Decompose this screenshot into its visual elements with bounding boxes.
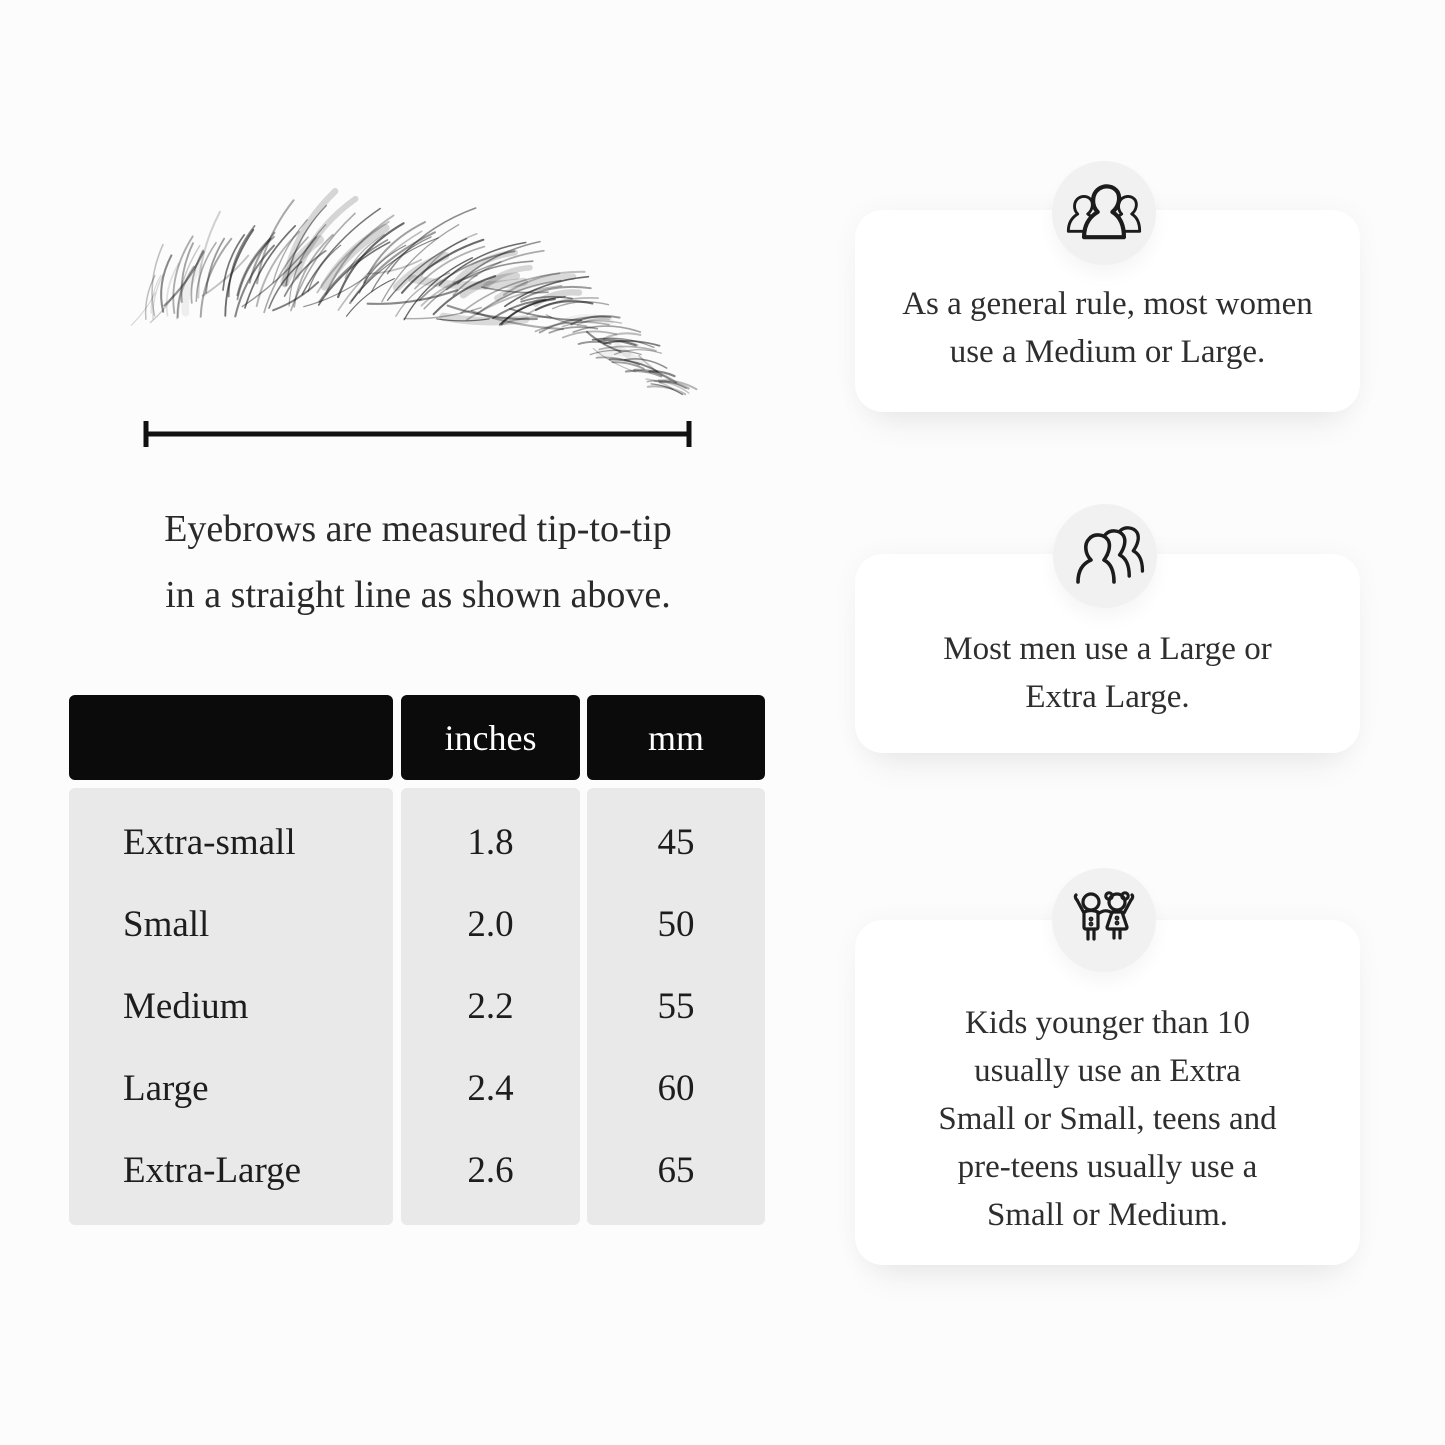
figure-caption-line: in a straight line as shown above. [165,574,671,616]
card-icon-circle [1052,868,1156,972]
table-cell-inches: 2.2 [467,985,514,1027]
card-text-line: Small or Small, teens and [938,1100,1277,1137]
table-cell-size: Medium [123,985,249,1027]
table-header-size [69,695,393,780]
card-text-line: usually use an Extra [974,1052,1241,1089]
women-group-icon [1060,169,1148,257]
table-cell-mm: 50 [657,904,695,946]
table-cell-mm: 45 [657,822,695,864]
card-text-line: Extra Large. [1025,678,1190,715]
table-cell-inches: 2.4 [467,1067,514,1109]
table-header-mm: mm [587,695,765,780]
table-cell-inches: 2.6 [467,1149,514,1191]
table-cell-size: Small [123,904,210,946]
table-cell-inches: 2.0 [467,904,514,946]
card-text-line: As a general rule, most women [902,286,1313,322]
table-header-inches: inches [401,695,580,780]
eyebrow-illustration [131,191,696,394]
card-icon-circle [1053,504,1157,608]
table-cell-size: Extra-small [123,822,296,864]
card-text-line: use a Medium or Large. [949,334,1266,370]
measurement-line [146,421,689,447]
table-cell-mm: 65 [657,1149,695,1191]
card-text-line: Kids younger than 10 [964,1004,1251,1041]
table-cell-mm: 55 [657,985,695,1027]
men-group-icon [1061,512,1149,600]
table-column-size [69,788,393,1225]
figure-caption-line: Eyebrows are measured tip-to-tip [164,508,672,550]
figure-caption [78,496,758,628]
table-cell-mm: 60 [657,1067,695,1109]
card-text-line: pre-teens usually use a [957,1148,1258,1185]
table-cell-inches: 1.8 [467,822,514,864]
table-cell-size: Extra-Large [123,1149,302,1191]
eyebrow-figure [0,0,760,480]
card-text-line: Small or Medium. [986,1196,1229,1233]
table-cell-size: Large [123,1067,209,1109]
table-column-mm [587,788,765,1225]
card-text-line: Most men use a Large or [943,630,1272,667]
table-column-inches [401,788,580,1225]
card-icon-circle [1052,161,1156,265]
kids-icon [1060,876,1148,964]
